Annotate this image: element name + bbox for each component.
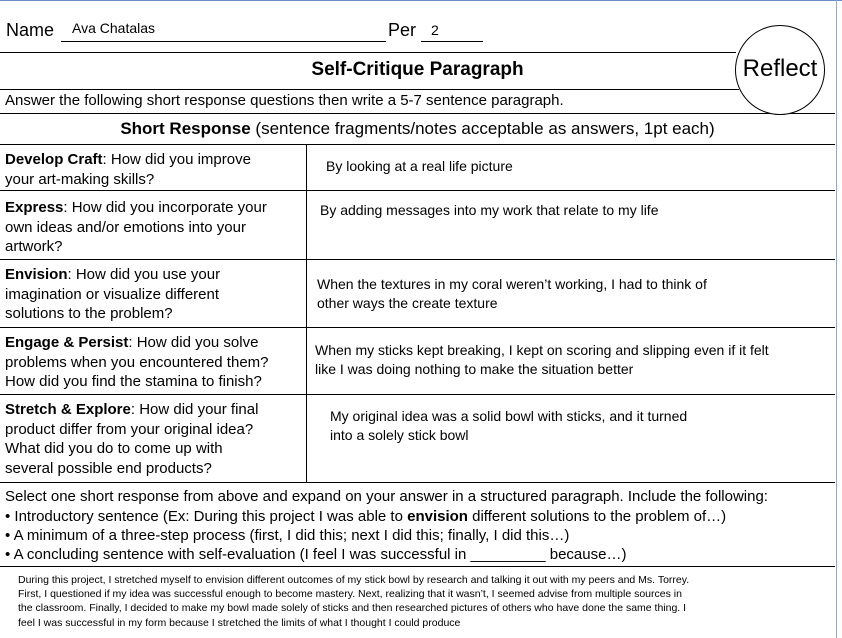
question-stretch-explore — [5, 400, 300, 478]
answer-develop-craft[interactable] — [326, 157, 513, 176]
bullet-introductory — [5, 507, 726, 527]
question-term: Stretch & Explore — [5, 401, 131, 418]
top-border — [0, 0, 842, 1]
bullet-text: • Introductory sentence (Ex: During this project I was able to — [5, 508, 408, 525]
rule-title — [0, 89, 739, 90]
column-divider — [306, 144, 307, 482]
essay-line: the classroom. Finally, I decided to make my bowl made solely of sticks and then researched pictures of others who have done the same thing. I — [18, 602, 687, 615]
instructions: Answer the following short response questions then write a 5-7 sentence paragraph. — [5, 92, 564, 109]
essay-line: During this project, I stretched myself to envision different outcomes of my stick bowl by research and talking it out with my peers and Ms. Torrey. — [18, 574, 690, 586]
bullet-text: different solutions to the problem of…) — [467, 508, 727, 525]
short-response-heading-rest: (sentence fragments/notes acceptable as answers, 1pt each) — [250, 119, 715, 138]
rule-short-response — [0, 144, 835, 145]
answer-text: When my sticks kept breaking, I kept on scoring and slipping even if it felt — [315, 342, 769, 358]
rule-row2 — [0, 259, 835, 260]
question-engage-persist — [5, 333, 300, 392]
answer-text: other ways the create texture — [317, 294, 498, 311]
answer-envision[interactable] — [317, 275, 707, 312]
question-text: : How did you use your — [67, 266, 221, 283]
rule-row5 — [0, 482, 835, 483]
answer-text: into a solely stick bowl — [330, 426, 469, 443]
question-term: Express — [5, 199, 64, 216]
essay-paragraph[interactable] — [18, 573, 823, 616]
bullet-concluding: • A concluding sentence with self-evaluation (I feel I was successful in _________ because…) — [5, 546, 627, 563]
question-express — [5, 198, 300, 257]
question-text: problems when you encountered them? — [5, 353, 269, 371]
rule-top — [0, 52, 736, 53]
answer-text: By looking at a real life picture — [326, 158, 513, 174]
bullet-bold: envision — [407, 508, 468, 525]
name-label: Name — [6, 20, 55, 40]
question-text: : How did your final — [130, 401, 259, 418]
period-label: Per — [388, 20, 417, 40]
right-border — [836, 0, 837, 638]
period-underline — [421, 41, 483, 42]
question-text: several possible end products? — [5, 459, 212, 477]
answer-text: My original idea was a solid bowl with sticks, and it turned — [330, 408, 688, 424]
question-text: artwork? — [5, 238, 63, 255]
answer-text: By adding messages into my work that relate to my life — [320, 202, 659, 218]
question-envision — [5, 265, 300, 324]
short-response-heading-bold: Short Response — [120, 119, 251, 138]
name-field[interactable]: Ava Chatalas — [72, 20, 156, 36]
rule-row1 — [0, 190, 835, 191]
short-response-heading — [0, 119, 835, 139]
question-term: Envision — [5, 266, 68, 283]
question-text: : How did you improve — [102, 151, 251, 168]
paragraph-instructions: Select one short response from above and expand on your answer in a structured paragraph. Include the following: — [5, 488, 768, 505]
question-text: product differ from your original idea? — [5, 420, 254, 438]
question-term: Develop Craft — [5, 151, 103, 168]
essay-line: First, I questioned if my idea was successful enough to become mastery. Next, realizing that it wasn’t, I seemed advise from multiple sources in — [18, 588, 682, 601]
answer-text: When the textures in my coral weren’t working, I had to think of — [317, 276, 707, 292]
period-field[interactable]: 2 — [431, 22, 439, 38]
question-text: own ideas and/or emotions into your — [5, 218, 246, 236]
answer-engage-persist[interactable] — [315, 341, 769, 378]
essay-last-line[interactable]: feel I was successful in my form because I stretched the limits of what I thought I could produce — [18, 617, 461, 629]
answer-text: like I was doing nothing to make the situation better — [315, 360, 634, 377]
rule-instructions — [0, 113, 835, 114]
bullet-three-step: • A minimum of a three-step process (first, I did this; next I did this; finally, I did this…) — [5, 527, 570, 544]
question-text: : How did you incorporate your — [63, 199, 267, 216]
rule-paragraph — [0, 566, 835, 567]
question-text: your art-making skills? — [5, 170, 155, 188]
rule-row3 — [0, 327, 835, 328]
answer-express[interactable] — [320, 201, 658, 220]
question-text: What did you do to come up with — [5, 440, 223, 457]
question-text: : How did you solve — [128, 334, 259, 351]
question-text: imagination or visualize different — [5, 285, 220, 303]
question-text: solutions to the problem? — [5, 305, 173, 322]
question-develop-craft — [5, 150, 300, 189]
reflect-badge: Reflect — [742, 55, 818, 82]
answer-stretch-explore[interactable] — [330, 407, 687, 444]
question-term: Engage & Persist — [5, 334, 129, 351]
page-title: Self-Critique Paragraph — [311, 59, 524, 80]
question-text: How did you find the stamina to finish? — [5, 373, 262, 390]
name-underline — [61, 41, 386, 42]
rule-row4 — [0, 394, 835, 395]
